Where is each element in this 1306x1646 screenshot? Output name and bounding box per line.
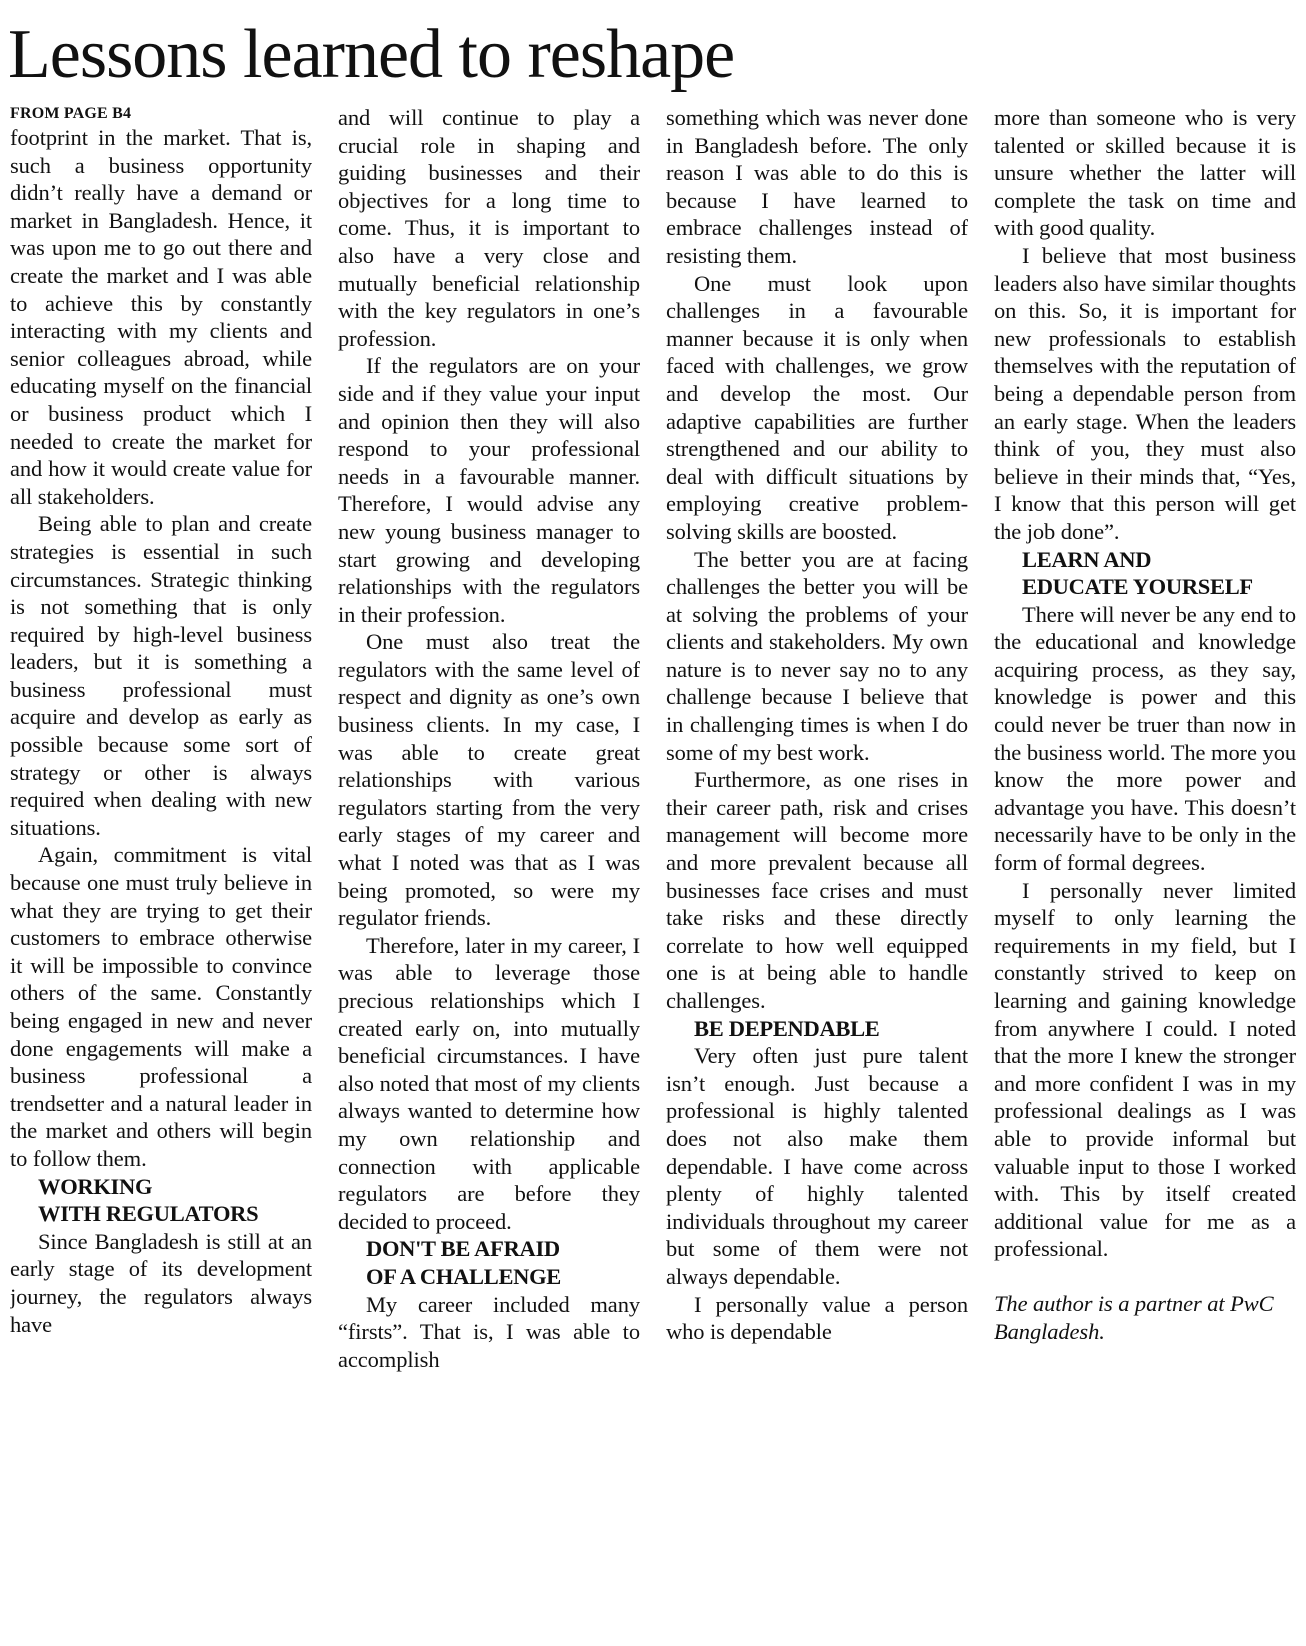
paragraph: One must also treat the regulators with the same level of respect and dignity as one’s own business clients. In my case, I was able to create great relationships with various regulators starting from the very early stages of my career and what I noted was that as I was being promoted, so were my regulator friends.: [338, 629, 640, 931]
paragraph: and will continue to play a crucial role in shaping and guiding businesses and their objectives for a long time to come. Thus, it is important to also have a very close and mutually beneficial relationship with the key regulators in one’s profession.: [338, 105, 640, 351]
paragraph: Being able to plan and create strategies is essential in such circumstances. Strategic thinking is not something that is only required by high-level business leaders, but it is something a business professional must acquire and develop as early as possible because some sort of strategy or other is always required when dealing with new situations.: [10, 511, 312, 840]
paragraph: One must look upon challenges in a favourable manner because it is only when faced with challenges, we grow and develop the most. Our adaptive capabilities are further strengthened and our ability to deal with difficult situations by employing creative problem-solving skills are boosted.: [666, 270, 968, 544]
subhead-be-dependable: BE DEPENDABLE: [694, 1015, 880, 1041]
column-4: [994, 104, 1296, 1640]
paragraph: Again, commitment is vital because one must truly believe in what they are trying to get their customers to embrace otherwise it will be impossible to convince others of the same. Constantly being engaged in new and never done engagements will make a business professional a trendsetter and a natural leader in the market and others will begin to follow them.: [10, 842, 312, 1171]
paragraph: footprint in the market. That is, such a business opportunity didn’t really have a demand or market in Bangladesh. Hence, it was upon me to go out there and create the market and I was able to achieve this by constantly interacting with my clients and senior colleagues abroad, while educating myself on the financial or business product which I needed to create the market for and how it would create value for all stakeholders.: [10, 125, 312, 509]
paragraph: I personally value a person who is dependable: [666, 1291, 968, 1345]
column-3: [666, 104, 968, 1640]
headline: Lessons learned to reshape: [8, 16, 735, 93]
paragraph: Since Bangladesh is still at an early stage of its development journey, the regulators always have: [10, 1228, 312, 1337]
subhead-working-with-regulators-line1: WORKING: [38, 1173, 153, 1199]
paragraph: Therefore, later in my career, I was able to leverage those precious relationships which I created early on, into mutually beneficial circumstances. I have also noted that most of my clients always wanted to determine how my own relationship and connection with applicable regulators are before they decided to proceed.: [338, 932, 640, 1234]
paragraph: something which was never done in Bangladesh before. The only reason I was able to do this is because I have learned to embrace challenges instead of resisting them.: [666, 105, 968, 268]
subhead-dont-be-afraid-line2: OF A CHALLENGE: [366, 1263, 562, 1289]
paragraph: Very often just pure talent isn’t enough. Just because a professional is highly talented does not also make them dependable. I have come across plenty of highly talented individuals throughout my career but some of them were not always dependable.: [666, 1043, 968, 1289]
paragraph: The better you are at facing challenges the better you will be at solving the problems of your clients and stakeholders. My own nature is to never say no to any challenge because I believe that in challenging times is when I do some of my best work.: [666, 546, 968, 765]
paragraph: more than someone who is very talented or skilled because it is unsure whether the latter will complete the task on time and with good quality.: [994, 105, 1296, 241]
subhead-learn-and-educate-line2: EDUCATE YOURSELF: [1022, 574, 1253, 600]
column-1: [10, 104, 312, 1640]
subhead-dont-be-afraid-line1: DON'T BE AFRAID: [366, 1236, 560, 1262]
paragraph: There will never be any end to the educational and knowledge acquiring process, as they say, knowledge is power and this could never be truer than now in the business world. The more you know the more power and advantage you have. This doesn’t necessarily have to be only in the form of formal degrees.: [994, 601, 1296, 876]
column-2: [338, 104, 640, 1640]
paragraph: I believe that most business leaders also have similar thoughts on this. So, it is important for new professionals to establish themselves with the reputation of being a dependable person from an early stage. When the leaders think of you, they must also believe in their minds that, “Yes, I know that this person will get the job done”.: [994, 242, 1296, 544]
paragraph: I personally never limited myself to only learning the requirements in my field, but I constantly strived to keep on learning and gaining knowledge from anywhere I could. I noted that the more I knew the stronger and more confident I was in my professional dealings as I was able to provide informal but valuable input to those I worked with. This by itself created additional value for me as a professional.: [994, 877, 1296, 1262]
paragraph: My career included many “firsts”. That is, I was able to accomplish: [338, 1291, 640, 1372]
author-credit: The author is a partner at PwC Bangladesh.: [994, 1290, 1274, 1344]
paragraph: Furthermore, as one rises in their career path, risk and crises management will become more and more prevalent because all businesses face crises and must take risks and these directly correlate to how well equipped one is at being able to handle challenges.: [666, 767, 968, 1013]
continuation-label: FROM PAGE B4: [10, 105, 132, 122]
paragraph: If the regulators are on your side and if they value your input and opinion then they will also respond to your professional needs in a favourable manner. Therefore, I would advise any new young business manager to start growing and developing relationships with the regulators in their profession.: [338, 353, 640, 627]
subhead-working-with-regulators-line2: WITH REGULATORS: [38, 1201, 259, 1227]
subhead-learn-and-educate-line1: LEARN AND: [1022, 546, 1152, 572]
article-body: [10, 104, 1296, 1640]
